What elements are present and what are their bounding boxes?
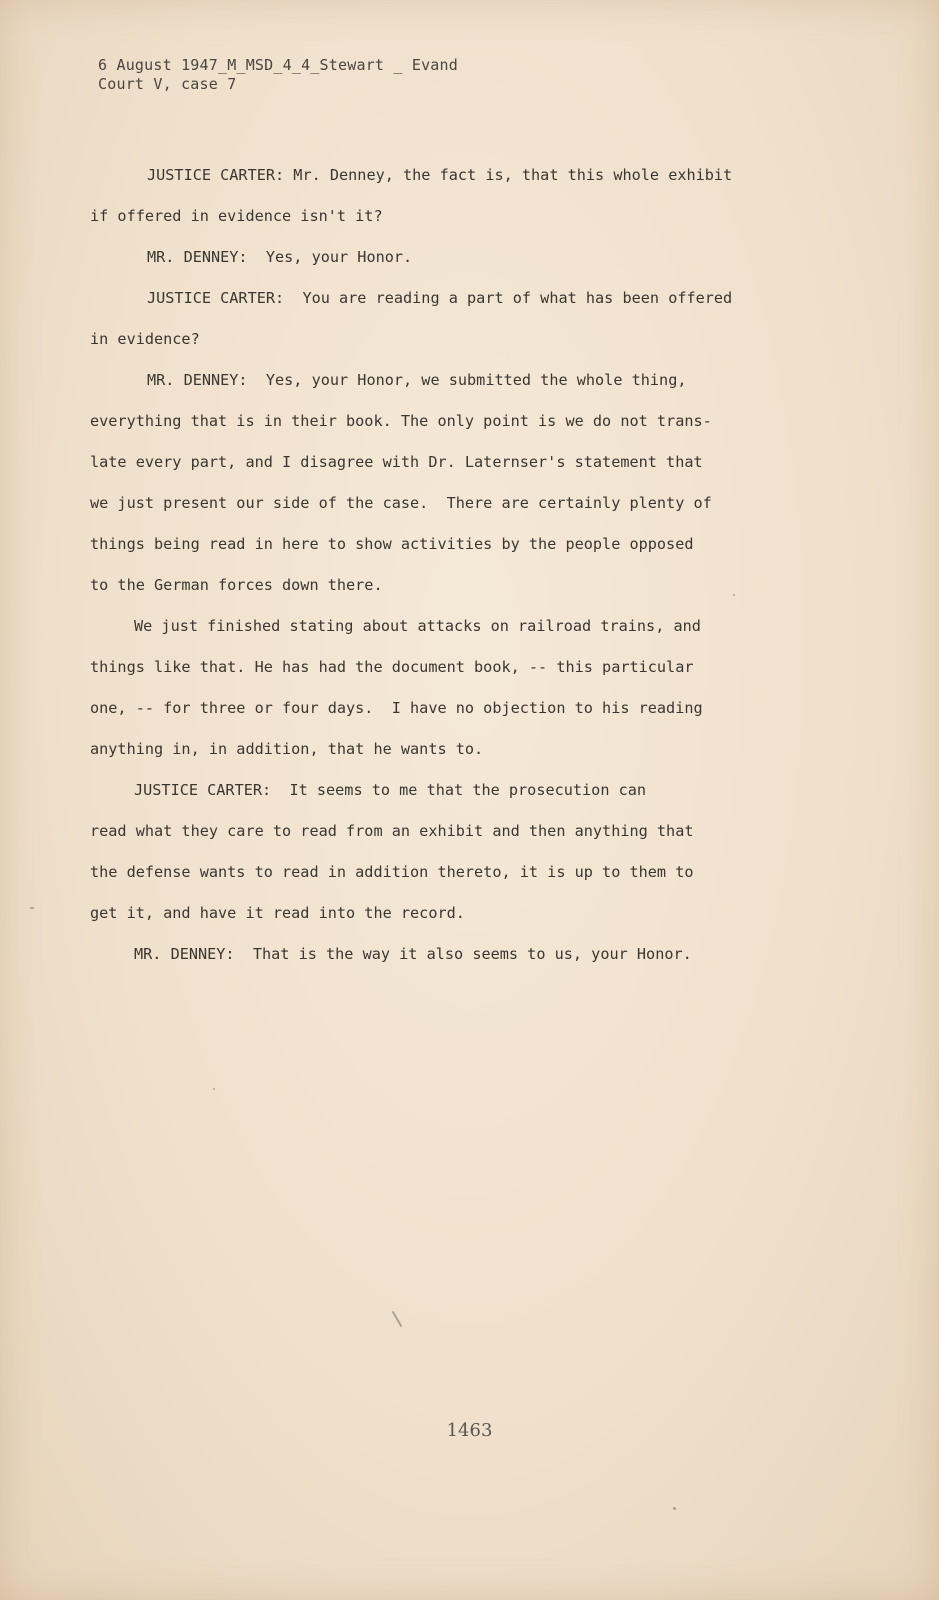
transcript-line: JUSTICE CARTER: You are reading a part of what has been offered [147, 289, 733, 307]
transcript-line: get it, and have it read into the record. [90, 904, 465, 922]
transcript-line: MR. DENNEY: Yes, your Honor. [147, 248, 413, 266]
transcript-line: JUSTICE CARTER: It seems to me that the prosecution can [134, 781, 647, 799]
transcript-line: one, -- for three or four days. I have no objection to his reading [90, 699, 703, 717]
transcript-line: to the German forces down there. [90, 576, 383, 594]
transcript-line: in evidence? [90, 330, 200, 348]
header-date-line: 6 August 1947_M_MSD_4_4_Stewart _ Evand [98, 56, 458, 74]
transcript-line: everything that is in their book. The only point is we do not trans- [90, 412, 712, 430]
header-court-line: Court V, case 7 [98, 75, 237, 93]
transcript-line: the defense wants to read in addition thereto, it is up to them to [90, 863, 694, 881]
transcript-line: MR. DENNEY: That is the way it also seems to us, your Honor. [134, 945, 692, 963]
transcript-line: anything in, in addition, that he wants to. [90, 740, 484, 758]
transcript-line: things being read in here to show activities by the people opposed [90, 535, 694, 553]
transcript-line: if offered in evidence isn't it? [90, 207, 383, 225]
paper-speck [733, 594, 735, 596]
paper-speck [392, 1311, 403, 1328]
paper-speck [673, 1507, 676, 1510]
page-number: 1463 [446, 1420, 493, 1441]
document-header [98, 56, 458, 94]
transcript-line: read what they care to read from an exhibit and then anything that [90, 822, 694, 840]
paper-speck [30, 907, 34, 909]
transcript-line: late every part, and I disagree with Dr. Laternser's statement that [90, 453, 703, 471]
transcript-body [90, 155, 825, 975]
paper-speck [213, 1088, 215, 1090]
transcript-line: things like that. He has had the document book, -- this particular [90, 658, 694, 676]
transcript-line: JUSTICE CARTER: Mr. Denney, the fact is, that this whole exhibit [147, 166, 733, 184]
transcript-line: we just present our side of the case. There are certainly plenty of [90, 494, 712, 512]
transcript-line: We just finished stating about attacks on railroad trains, and [134, 617, 701, 635]
transcript-line: MR. DENNEY: Yes, your Honor, we submitted the whole thing, [147, 371, 687, 389]
